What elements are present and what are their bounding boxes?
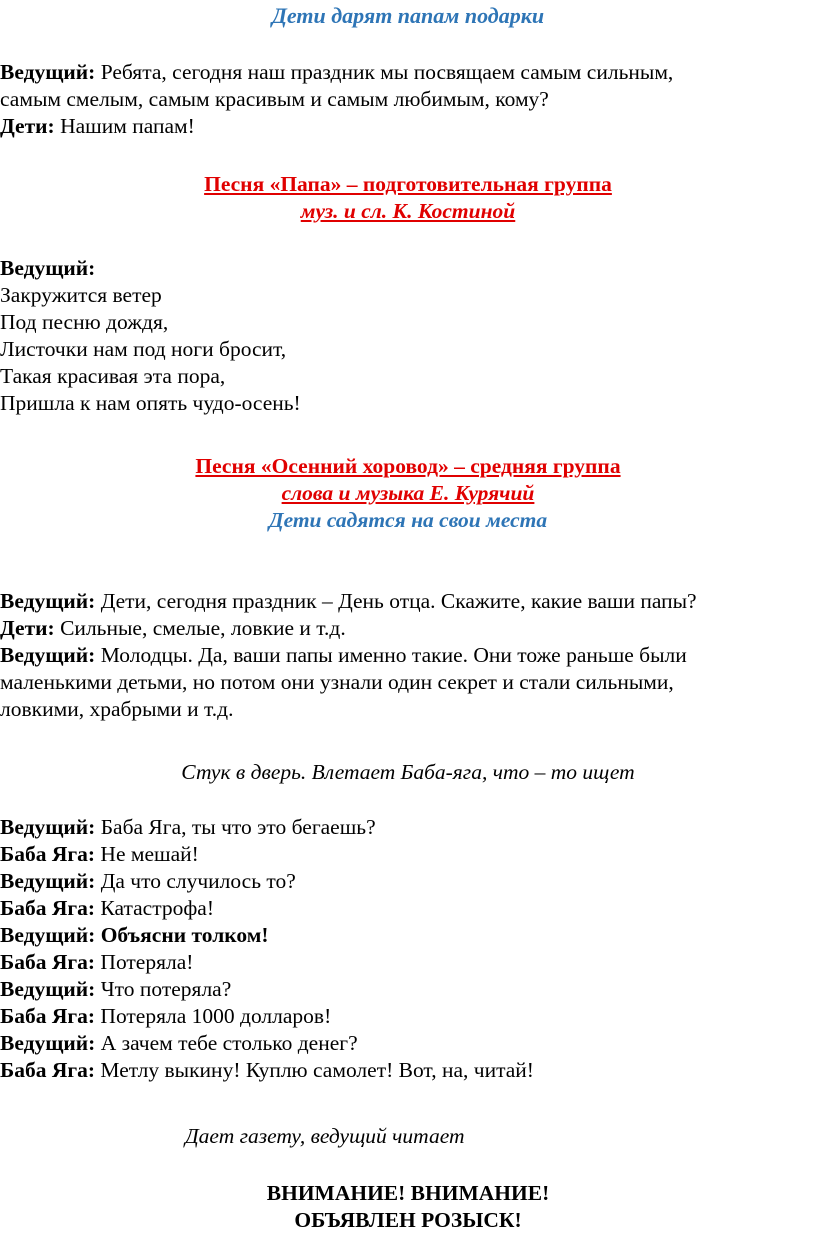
speech-text: Метлу выкину! Куплю самолет! Вот, на, читай! (95, 1058, 534, 1082)
speech-text: Нашим папам! (54, 114, 195, 138)
speaker-label: Ведущий: (0, 256, 96, 280)
speech-text: Катастрофа! (95, 896, 215, 920)
speaker-label: Баба Яга: (0, 842, 96, 866)
announcement-line: ОБЪЯВЛЕН РОЗЫСК! (294, 1208, 522, 1232)
speaker-label: Дети: (0, 616, 55, 640)
dialog-line (0, 868, 816, 895)
poem-line: Такая красивая эта пора, (0, 364, 226, 388)
dialog-line (0, 588, 816, 615)
speaker-label: Ведущий: (0, 60, 96, 84)
poem-line: Листочки нам под ноги бросит, (0, 337, 287, 361)
speech-text: маленькими детьми, но потом они узнали один секрет и стали сильными, (0, 670, 674, 694)
host-intro-paragraph (0, 59, 816, 113)
dialog-line (0, 949, 816, 976)
dialog-line (0, 841, 816, 868)
speaker-label: Баба Яга: (0, 896, 96, 920)
announcement-line: ВНИМАНИЕ! ВНИМАНИЕ! (266, 1181, 550, 1205)
dialog-baba-yaga (0, 814, 816, 1084)
dialog-line (0, 642, 816, 669)
speech-text: самым смелым, самым красивым и самым любимым, кому? (0, 87, 549, 111)
speech-text: Что потеряла? (95, 977, 232, 1001)
dialog-line (0, 1003, 816, 1030)
speaker-label: Баба Яга: (0, 1004, 96, 1028)
speech-text: Ребята, сегодня наш праздник мы посвящаем самым сильным, (95, 60, 674, 84)
dialog-line (0, 922, 816, 949)
poem-line: Под песню дождя, (0, 310, 169, 334)
song-author: муз. и сл. К. Костиной (300, 199, 516, 223)
poem-block (0, 255, 816, 417)
speech-text: Потеряла! (95, 950, 194, 974)
stage-direction: Дает газету, ведущий читает (185, 1124, 465, 1148)
dialog-father-day (0, 588, 816, 723)
speech-text: Да что случилось то? (95, 869, 296, 893)
speaker-label: Дети: (0, 114, 55, 138)
speaker-label: Ведущий: (0, 589, 96, 613)
song-1-block (0, 171, 816, 225)
speech-text: А зачем тебе столько денег? (95, 1031, 358, 1055)
speaker-label: Баба Яга: (0, 1058, 96, 1082)
speaker-label: Ведущий: (0, 923, 96, 947)
song-author: слова и музыка Е. Курячий (281, 481, 535, 505)
speech-text: ловкими, храбрыми и т.д. (0, 697, 234, 721)
speaker-label: Ведущий: (0, 1031, 96, 1055)
speaker-label: Ведущий: (0, 869, 96, 893)
poem-line: Закружится ветер (0, 283, 162, 307)
speaker-label: Ведущий: (0, 643, 96, 667)
poem-line: Пришла к нам опять чудо-осень! (0, 391, 301, 415)
dialog-line (0, 895, 816, 922)
dialog-line (0, 976, 816, 1003)
speaker-label: Ведущий: (0, 977, 96, 1001)
speech-text: Не мешай! (95, 842, 199, 866)
children-reply (0, 113, 816, 140)
speech-text: Сильные, смелые, ловкие и т.д. (54, 616, 346, 640)
dialog-line (0, 1057, 816, 1084)
song-title: Песня «Папа» – подготовительная группа (204, 172, 612, 196)
song-title: Песня «Осенний хоровод» – средняя группа (195, 454, 621, 478)
dialog-line (0, 814, 816, 841)
dialog-line (0, 1030, 816, 1057)
speech-text: Потеряла 1000 долларов! (95, 1004, 332, 1028)
stage-direction: Дети садятся на свои места (268, 508, 548, 532)
announcement (0, 1180, 816, 1234)
page-heading: Дети дарят папам подарки (271, 3, 545, 28)
speech-text: Баба Яга, ты что это бегаешь? (95, 815, 376, 839)
speaker-label: Ведущий: (0, 815, 96, 839)
speech-text: Дети, сегодня праздник – День отца. Скажите, какие ваши папы? (95, 589, 697, 613)
stage-direction: Стук в дверь. Влетает Баба-яга, что – то ищет (181, 760, 635, 784)
speech-text: Молодцы. Да, ваши папы именно такие. Они тоже раньше были (95, 643, 687, 667)
speaker-label: Баба Яга: (0, 950, 96, 974)
song-2-block (0, 453, 816, 534)
speech-text: Объясни толком! (95, 923, 269, 947)
dialog-line (0, 615, 816, 642)
